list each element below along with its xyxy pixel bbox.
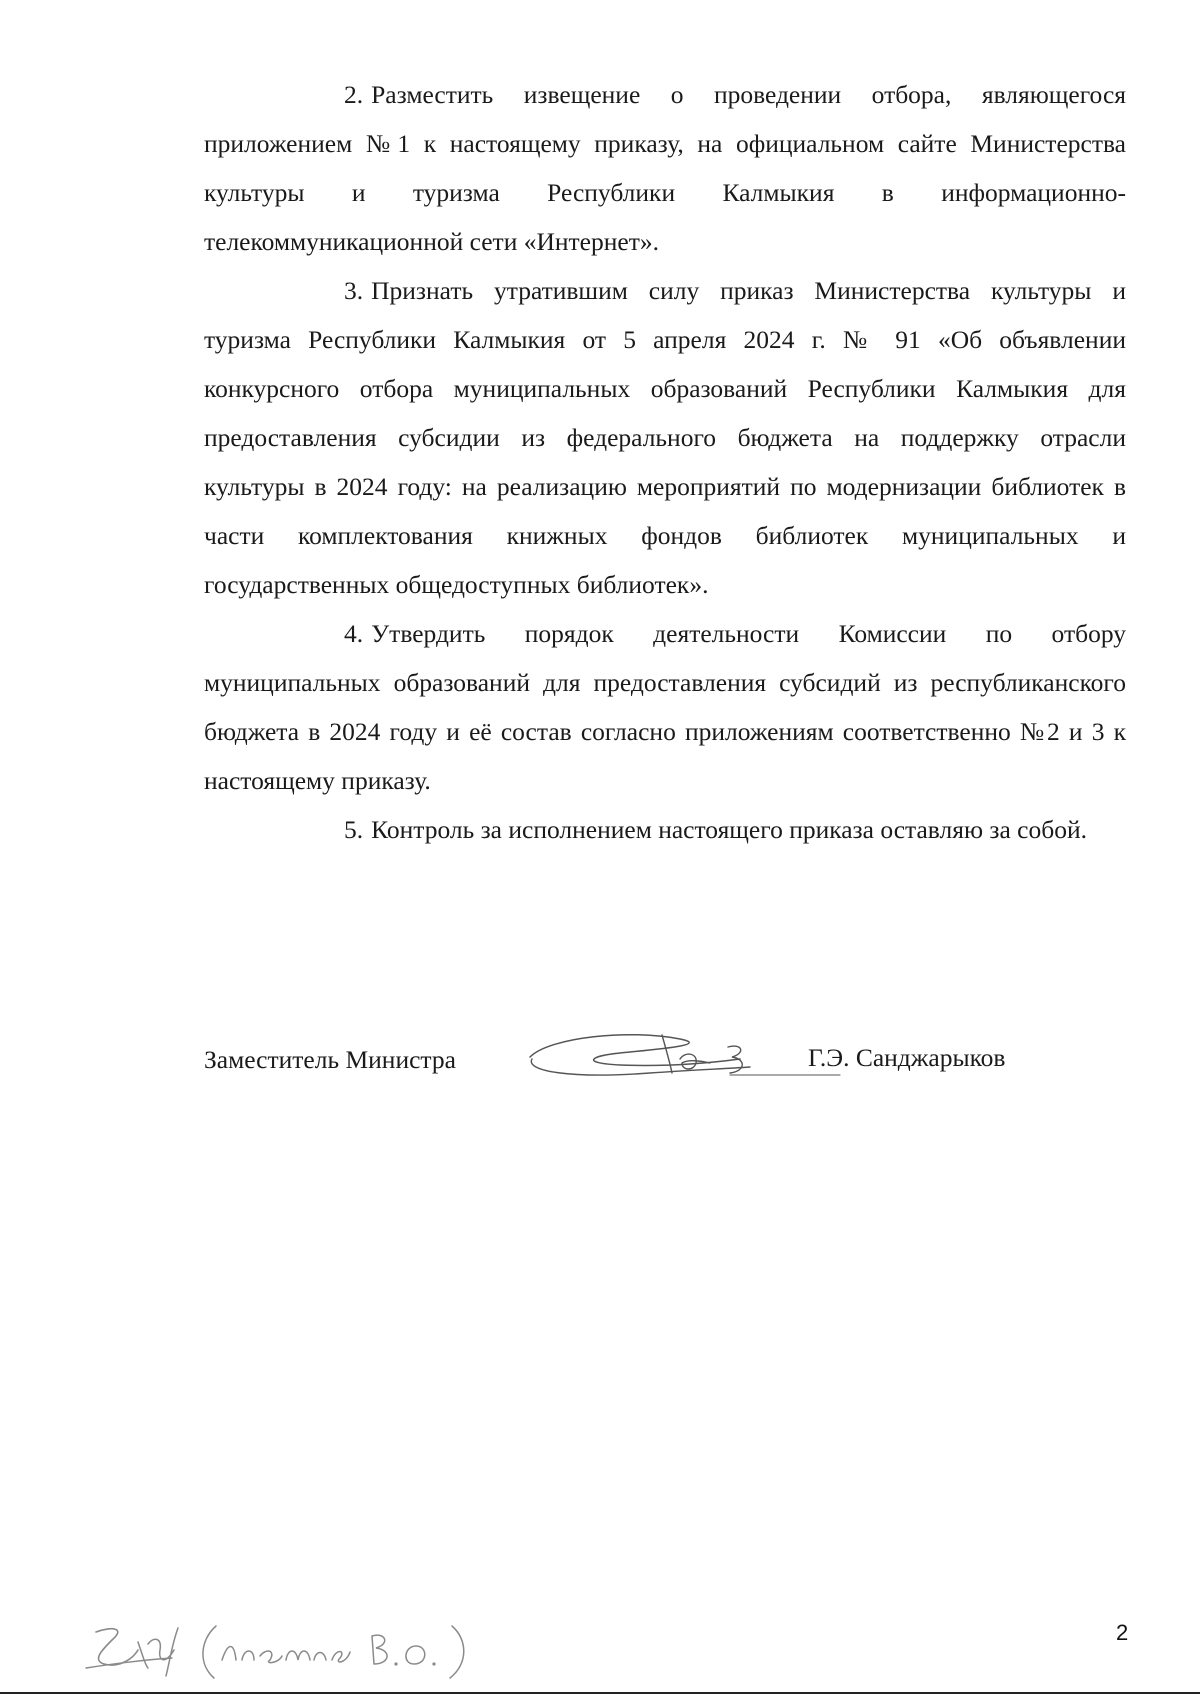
page-number: 2 (1116, 1620, 1129, 1645)
paragraph-text: Контроль за исполнением настоящего приказа оставляю за собой. (371, 815, 1087, 844)
paragraph-3 (204, 266, 1126, 609)
paragraph-5 (204, 805, 1126, 854)
paragraph-text: Разместить извещение о проведении отбора, являющегося приложением №1 к настоящему приказу, на официальном сайте Министерства культуры и туризма Республики Калмыкия в информационно- телекоммуникационной сети «Интернет». (204, 80, 1126, 256)
page-bottom-border (0, 1692, 1200, 1694)
document-body (204, 70, 1126, 854)
paragraph-2 (204, 70, 1126, 266)
signature-block (204, 1045, 1104, 1105)
handwritten-note (82, 1620, 482, 1682)
signatory-name: Г.Э. Санджарыков (808, 1043, 1006, 1072)
handwritten-signature (510, 1019, 850, 1089)
paragraph-text: Признать утратившим силу приказ Министерства культуры и туризма Республики Калмыкия от 5 апреля 2024 г. № 91 «Об объявлении конкурсного отбора муниципальных образований Республики Калмыкия для предоставления субсидии из федерального бюджета на поддержку отрасли культуры в 2024 году: на реализацию мероприятий по модернизации библиотек в части комплектования книжных фондов библиотек муниципальных и государственных общедоступных библиотек». (204, 276, 1126, 599)
signatory-position: Заместитель Министра (204, 1045, 456, 1074)
paragraph-number: 4. (344, 619, 364, 648)
paragraph-4 (204, 609, 1126, 805)
paragraph-text: Утвердить порядок деятельности Комиссии по отбору муниципальных образований для предоставления субсидий из республиканского бюджета в 2024 году и её состав согласно приложениям соответственно №2 и 3 к настоящему приказу. (204, 619, 1126, 795)
paragraph-number: 2. (344, 80, 364, 109)
paragraph-number: 3. (344, 276, 364, 305)
paragraph-number: 5. (344, 815, 364, 844)
